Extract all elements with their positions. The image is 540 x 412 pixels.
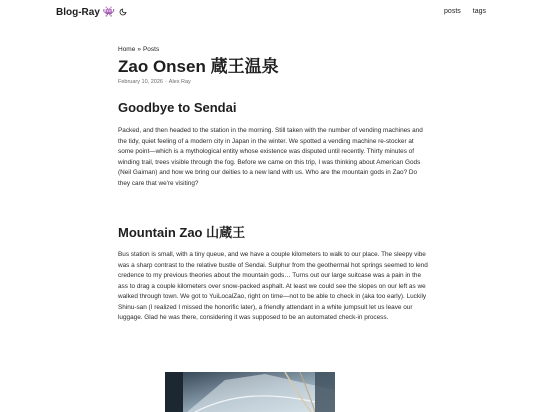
post-photo	[165, 372, 335, 412]
breadcrumb-home-link[interactable]: Home	[118, 46, 136, 53]
site-title[interactable]: Blog-Ray	[56, 7, 100, 18]
section-paragraph-goodbye-sendai: Packed, and then headed to the station in the morning. Still taken with the number of vending machines and the tidy, quiet feeling of a modern city in Japan in the winter. We spotted a vending machine re-stocker at some point—which is a mythological entity whose existence was disputed until recently. Thirty minutes of winding trail, trees visible through the fog. Before we came on this trip, I was thinking about American Gods (Neil Gaiman) and how we bring our deities to a new land with us. Who are the mountain gods in Zao? Do they care that we're visiting?	[118, 127, 423, 187]
nav-link-posts[interactable]: posts	[444, 8, 461, 15]
site-logo[interactable]	[56, 7, 115, 18]
site-header	[0, 0, 540, 26]
post-author: Alex Ray	[168, 79, 191, 85]
alien-monster-emoji-icon: 👾	[102, 6, 116, 18]
post-meta-separator: ·	[164, 79, 167, 85]
section-paragraph-mountain-zao: Bus station is small, with a tiny queue, and we have a couple kilometers to walk to our place. The sleepy vibe was a sharp contrast to the relative bustle of Sendai. Sulphur from the geothermal hot springs seemed to lend credence to my previous theories about the mountain gods… Turns out our large suitcase was a pain in the ass to drag a couple kilometers over snow-packed asphalt. At least we could see the slopes on our left as we walked through town. We got to YuiLocalZao, right on time—not to be able to check in (aka too early). Luckily Shinu-san (I realized I missed the honorific later), a friendly attendant in a white jumpsuit let us leave our luggage. Glad he was there, considering it was supposed to be an automated check-in process.	[118, 251, 428, 321]
post-article	[118, 46, 428, 321]
theme-toggle-moon-icon[interactable]	[118, 7, 128, 17]
post-date: February 10, 2026	[118, 79, 163, 85]
breadcrumb	[118, 46, 428, 53]
breadcrumb-posts-link[interactable]: Posts	[142, 46, 160, 53]
section-heading-goodbye-sendai: Goodbye to Sendai	[118, 100, 237, 115]
nav-link-tags[interactable]: tags	[472, 8, 486, 15]
post-meta	[118, 79, 428, 85]
section-heading-mountain-zao: Mountain Zao 山蔵王	[118, 225, 246, 240]
breadcrumb-separator: »	[137, 46, 141, 53]
main-nav	[444, 8, 486, 15]
page-title: Zao Onsen 蔵王温泉	[118, 57, 279, 76]
